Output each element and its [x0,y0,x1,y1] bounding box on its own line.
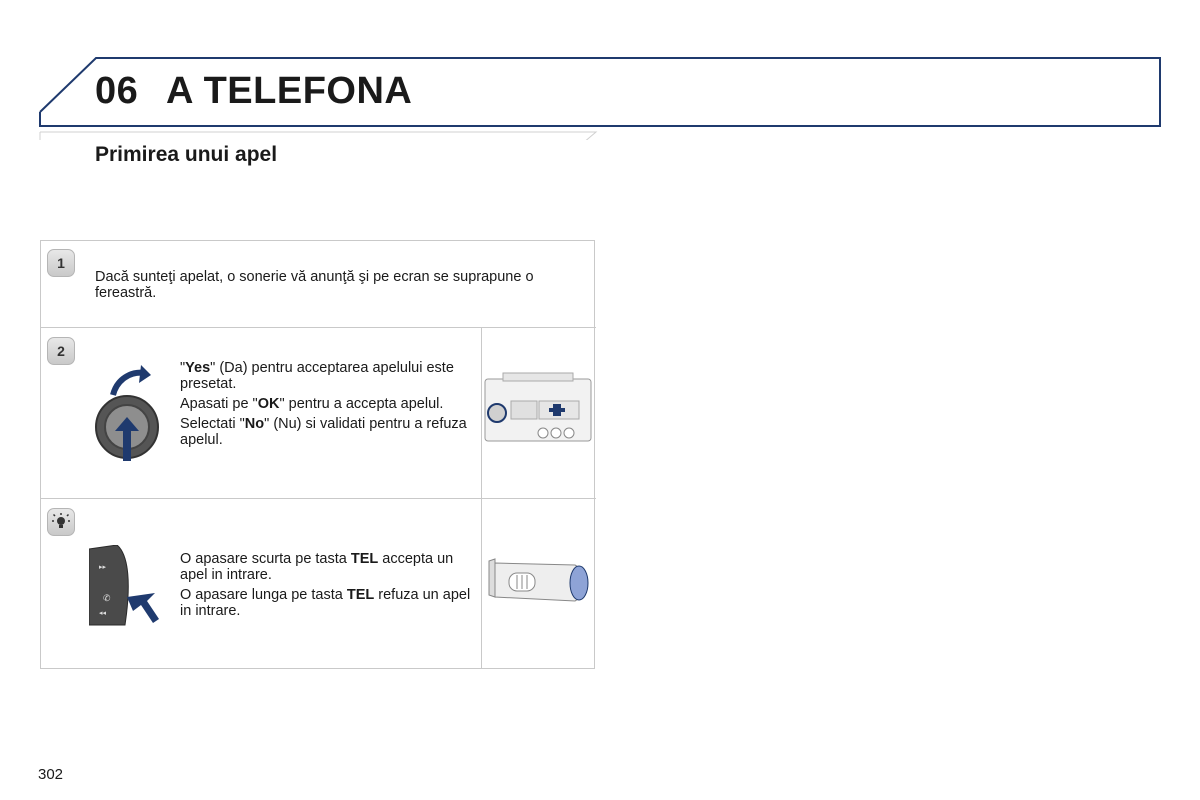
step-2-text [180,360,470,452]
step-3-line-2: O apasare lunga pe tasta TEL refuza un apel in intrare. [180,587,471,619]
lightbulb-icon [52,513,70,531]
section-title: Primirea unui apel [95,143,278,166]
wiper-stalk-icon [487,553,591,611]
step-3-text [180,551,472,623]
svg-text:✆: ✆ [103,594,111,604]
svg-text:◂◂: ◂◂ [99,609,107,617]
row-divider [41,498,596,499]
page-number: 302 [38,766,64,783]
dial-press-icon [93,365,165,461]
radio-panel-icon [483,371,595,447]
step-2-badge: 2 [47,337,75,365]
row-divider [41,327,596,328]
step-2-line-1: "Yes" (Da) pentru acceptarea apelului este presetat. [180,360,454,392]
step-1-text: Dacă sunteţi apelat, o sonerie vă anunţă şi pe ecran se suprapune o fereastră. [95,269,534,301]
step-2-line-2: Apasati pe "OK" pentru a accepta apelul. [180,396,444,412]
chapter-title: A TELEFONA [166,70,413,112]
svg-text:▸▸: ▸▸ [99,563,107,571]
steering-stalk-icon [89,545,161,629]
step-2-line-3: Selectati "No" (Nu) si validati pentru a refuza apelul. [180,416,467,448]
step-1-badge: 1 [47,249,75,277]
step-3-line-1: O apasare scurta pe tasta TEL accepta un apel in intrare. [180,551,454,583]
steps-table [40,240,595,669]
chapter-number: 06 [95,70,139,112]
column-divider [481,327,482,669]
step-3-badge [47,508,75,536]
